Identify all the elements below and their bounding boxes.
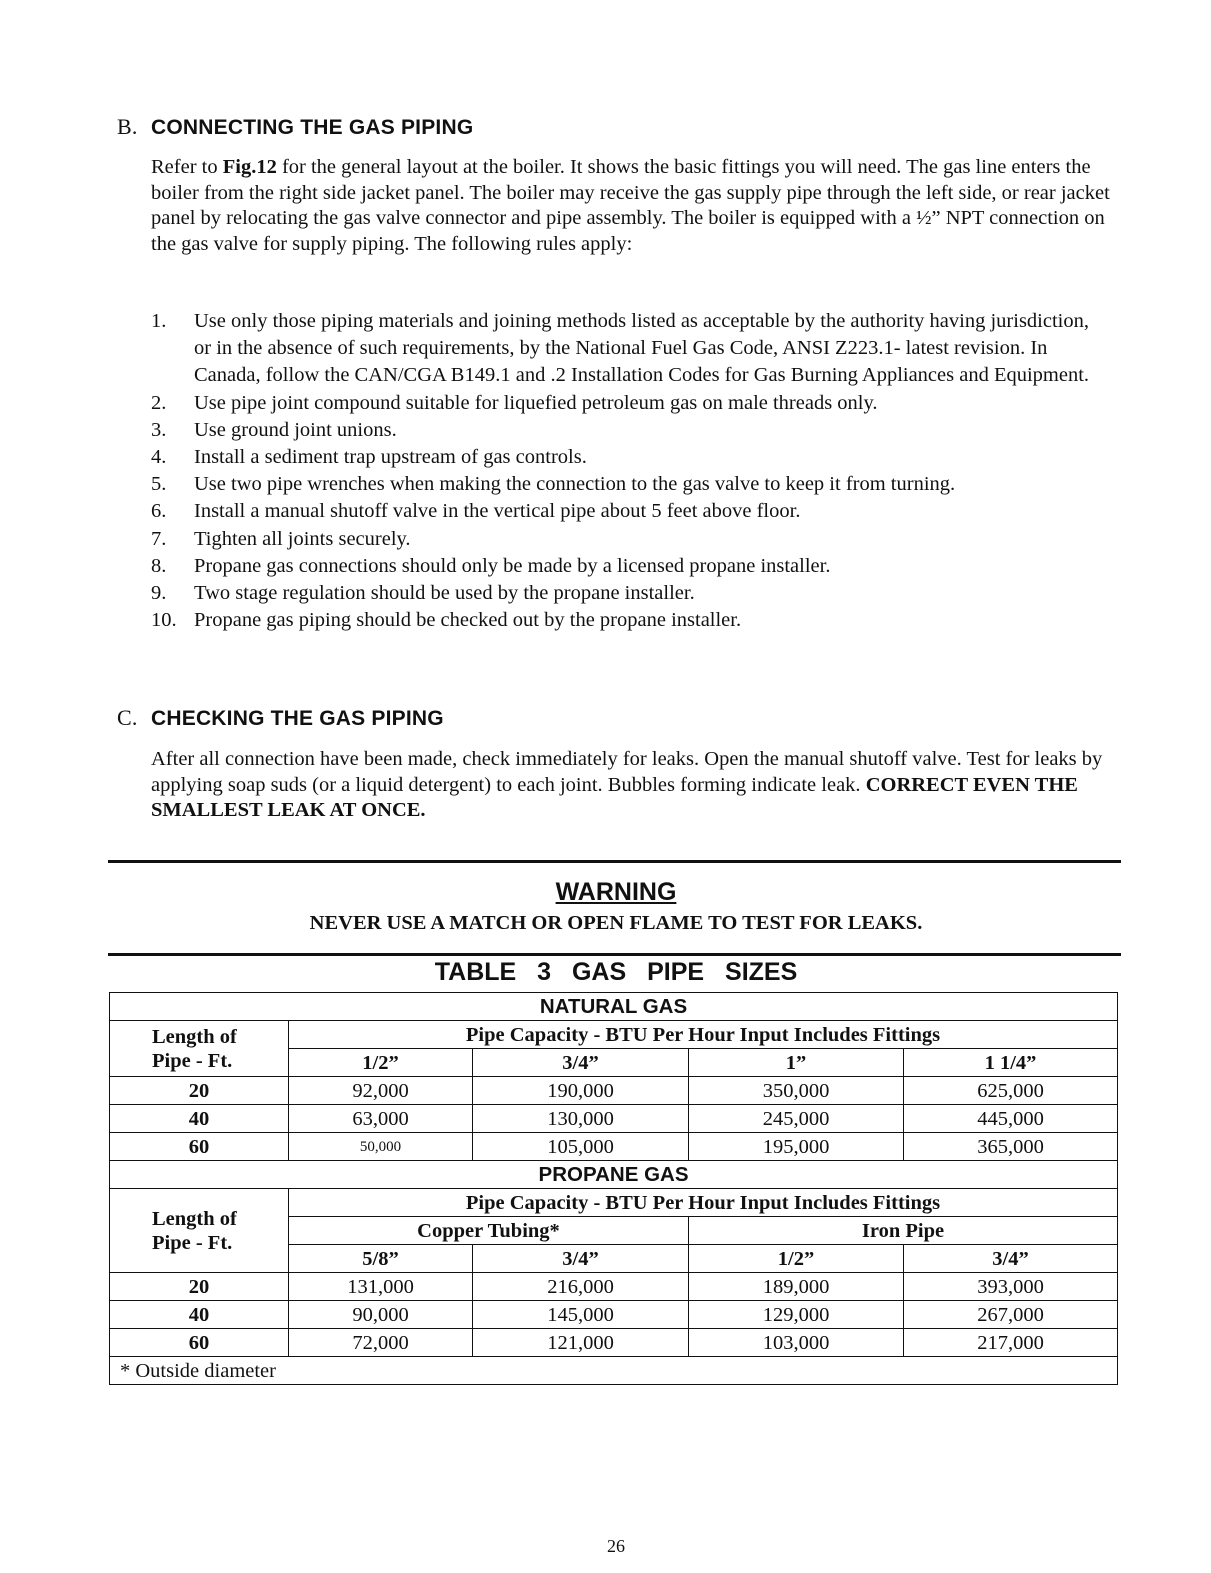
value-cell: 130,000 — [473, 1105, 689, 1133]
rule-number: 6. — [151, 500, 167, 523]
value-cell: 72,000 — [289, 1329, 473, 1357]
table-footnote: * Outside diameter — [110, 1357, 1118, 1385]
size-header: 1 1/4” — [904, 1049, 1118, 1077]
size-header: 1” — [689, 1049, 904, 1077]
length-header — [110, 1021, 289, 1077]
rule-item — [151, 308, 1111, 390]
value-cell: 63,000 — [289, 1105, 473, 1133]
value-cell: 121,000 — [473, 1329, 689, 1357]
intro-text-start: Refer to — [151, 156, 223, 178]
intro-text-rest: for the general layout at the boiler. It shows the basic fittings you will need. The gas line enters the boiler from the right side jacket panel. The boiler may receive the gas supply pipe through the left side, or rear jacket panel by relocating the gas valve connector and pipe assembly. The boiler is equipped with a ½” NPT connection on the gas valve for supply piping. The following rules apply: — [151, 156, 1110, 255]
section-c-title: CHECKING THE GAS PIPING — [151, 707, 444, 730]
value-cell: 445,000 — [904, 1105, 1118, 1133]
section-c-body — [151, 747, 1111, 824]
table-title: TABLE 3 GAS PIPE SIZES — [434, 958, 798, 986]
warning-text: NEVER USE A MATCH OR OPEN FLAME TO TEST FOR LEAKS. — [309, 912, 923, 934]
gas-pipe-sizes-table — [109, 992, 1118, 1385]
checking-text: After all connection have been made, check immediately for leaks. Open the manual shutoff valve. Test for leaks by applying soap suds (or a liquid detergent) to each joint. Bubbles forming indicate leak. — [151, 748, 1103, 796]
rules-list — [151, 308, 1111, 634]
page-number: 26 — [607, 1536, 625, 1556]
leak-emphasis: CORRECT EVEN THE SMALLEST LEAK AT ONCE. — [151, 773, 1078, 822]
rule-number: 8. — [151, 554, 167, 577]
section-b-letter: B. — [117, 114, 138, 139]
value-cell: 189,000 — [689, 1273, 904, 1301]
length-cell: 60 — [110, 1133, 289, 1161]
rule-number: 1. — [151, 310, 167, 332]
rule-text: Use only those piping materials and joining methods listed as acceptable by the authority having jurisdiction, or in the absence of such requirements, by the National Fuel Gas Code, ANSI Z223.1- latest revision. In Canada, follow the CAN/CGA B149.1 and .2 Installation Codes for Gas Burning Appliances and Equipment. — [194, 310, 1090, 387]
length-label-line2: Pipe - Ft. — [152, 1231, 233, 1254]
value-cell: 625,000 — [904, 1077, 1118, 1105]
rule-item — [151, 417, 1111, 444]
table-row — [110, 1077, 1118, 1105]
value-cell: 190,000 — [473, 1077, 689, 1105]
table-row — [110, 1329, 1118, 1357]
rule-number: 7. — [151, 527, 167, 550]
rule-text: Two stage regulation should be used by the propane installer. — [194, 582, 695, 605]
rule-item — [151, 526, 1111, 553]
length-label-line1: Length of — [152, 1207, 237, 1230]
value-cell: 195,000 — [689, 1133, 904, 1161]
size-header: 3/4” — [473, 1245, 689, 1273]
rule-item — [151, 390, 1111, 417]
length-cell: 20 — [110, 1077, 289, 1105]
table-row — [110, 1161, 1118, 1189]
section-b-intro — [151, 155, 1111, 257]
value-cell: 105,000 — [473, 1133, 689, 1161]
value-cell: 217,000 — [904, 1329, 1118, 1357]
table-row — [110, 1357, 1118, 1385]
value-cell: 267,000 — [904, 1301, 1118, 1329]
rule-item — [151, 607, 1111, 634]
size-header: 5/8” — [289, 1245, 473, 1273]
table-row — [110, 1189, 1118, 1217]
length-cell: 20 — [110, 1273, 289, 1301]
table-row — [110, 1105, 1118, 1133]
rule-text: Propane gas piping should be checked out by the propane installer. — [194, 609, 742, 632]
copper-tubing-header: Copper Tubing* — [289, 1217, 689, 1245]
value-cell: 103,000 — [689, 1329, 904, 1357]
size-header: 1/2” — [289, 1049, 473, 1077]
table-row — [110, 1301, 1118, 1329]
size-header: 3/4” — [473, 1049, 689, 1077]
section-c-heading — [117, 705, 444, 731]
fig-reference: Fig.12 — [222, 156, 277, 178]
rule-item — [151, 553, 1111, 580]
value-cell: 393,000 — [904, 1273, 1118, 1301]
table-row — [110, 1273, 1118, 1301]
rule-item — [151, 580, 1111, 607]
table-row — [110, 1133, 1118, 1161]
length-cell: 40 — [110, 1105, 289, 1133]
value-cell: 129,000 — [689, 1301, 904, 1329]
value-cell: 245,000 — [689, 1105, 904, 1133]
rule-number: 3. — [151, 418, 167, 441]
rule-item — [151, 444, 1111, 471]
rule-text: Install a manual shutoff valve in the vertical pipe about 5 feet above floor. — [194, 500, 801, 523]
size-header: 3/4” — [904, 1245, 1118, 1273]
natural-gas-heading: NATURAL GAS — [110, 993, 1118, 1021]
rule-text: Install a sediment trap upstream of gas controls. — [194, 446, 587, 469]
length-cell: 40 — [110, 1301, 289, 1329]
table-row — [110, 1021, 1118, 1049]
value-cell: 216,000 — [473, 1273, 689, 1301]
capacity-header: Pipe Capacity - BTU Per Hour Input Includes Fittings — [289, 1021, 1118, 1049]
rule-number: 2. — [151, 391, 167, 414]
rule-item — [151, 471, 1111, 498]
length-header — [110, 1189, 289, 1273]
rule-number: 10. — [151, 609, 177, 632]
rule-number: 5. — [151, 473, 167, 496]
length-cell: 60 — [110, 1329, 289, 1357]
rule-number: 9. — [151, 582, 167, 605]
value-cell: 365,000 — [904, 1133, 1118, 1161]
value-cell: 145,000 — [473, 1301, 689, 1329]
rule-text: Use pipe joint compound suitable for liquefied petroleum gas on male threads only. — [194, 391, 878, 414]
length-label-line1: Length of — [152, 1025, 237, 1048]
propane-gas-heading: PROPANE GAS — [110, 1161, 1118, 1189]
value-cell: 90,000 — [289, 1301, 473, 1329]
rule-item — [151, 498, 1111, 525]
value-cell: 50,000 — [289, 1133, 473, 1161]
section-c-letter: C. — [117, 705, 138, 730]
length-label-line2: Pipe - Ft. — [152, 1049, 233, 1072]
warning-title: WARNING — [555, 878, 677, 906]
rule-text: Use two pipe wrenches when making the connection to the gas valve to keep it from turning. — [194, 473, 956, 496]
iron-pipe-header: Iron Pipe — [689, 1217, 1118, 1245]
rule-text: Use ground joint unions. — [194, 418, 397, 441]
capacity-header: Pipe Capacity - BTU Per Hour Input Includes Fittings — [289, 1189, 1118, 1217]
section-b-title: CONNECTING THE GAS PIPING — [151, 116, 474, 139]
warning-bottom-rule — [108, 953, 1121, 956]
value-cell: 92,000 — [289, 1077, 473, 1105]
rule-text: Tighten all joints securely. — [194, 527, 411, 550]
warning-top-rule — [108, 860, 1121, 863]
value-cell: 131,000 — [289, 1273, 473, 1301]
section-b-heading — [117, 114, 473, 140]
rule-number: 4. — [151, 446, 167, 469]
rule-text: Propane gas connections should only be made by a licensed propane installer. — [194, 554, 831, 577]
table-row — [110, 993, 1118, 1021]
value-cell: 350,000 — [689, 1077, 904, 1105]
size-header: 1/2” — [689, 1245, 904, 1273]
